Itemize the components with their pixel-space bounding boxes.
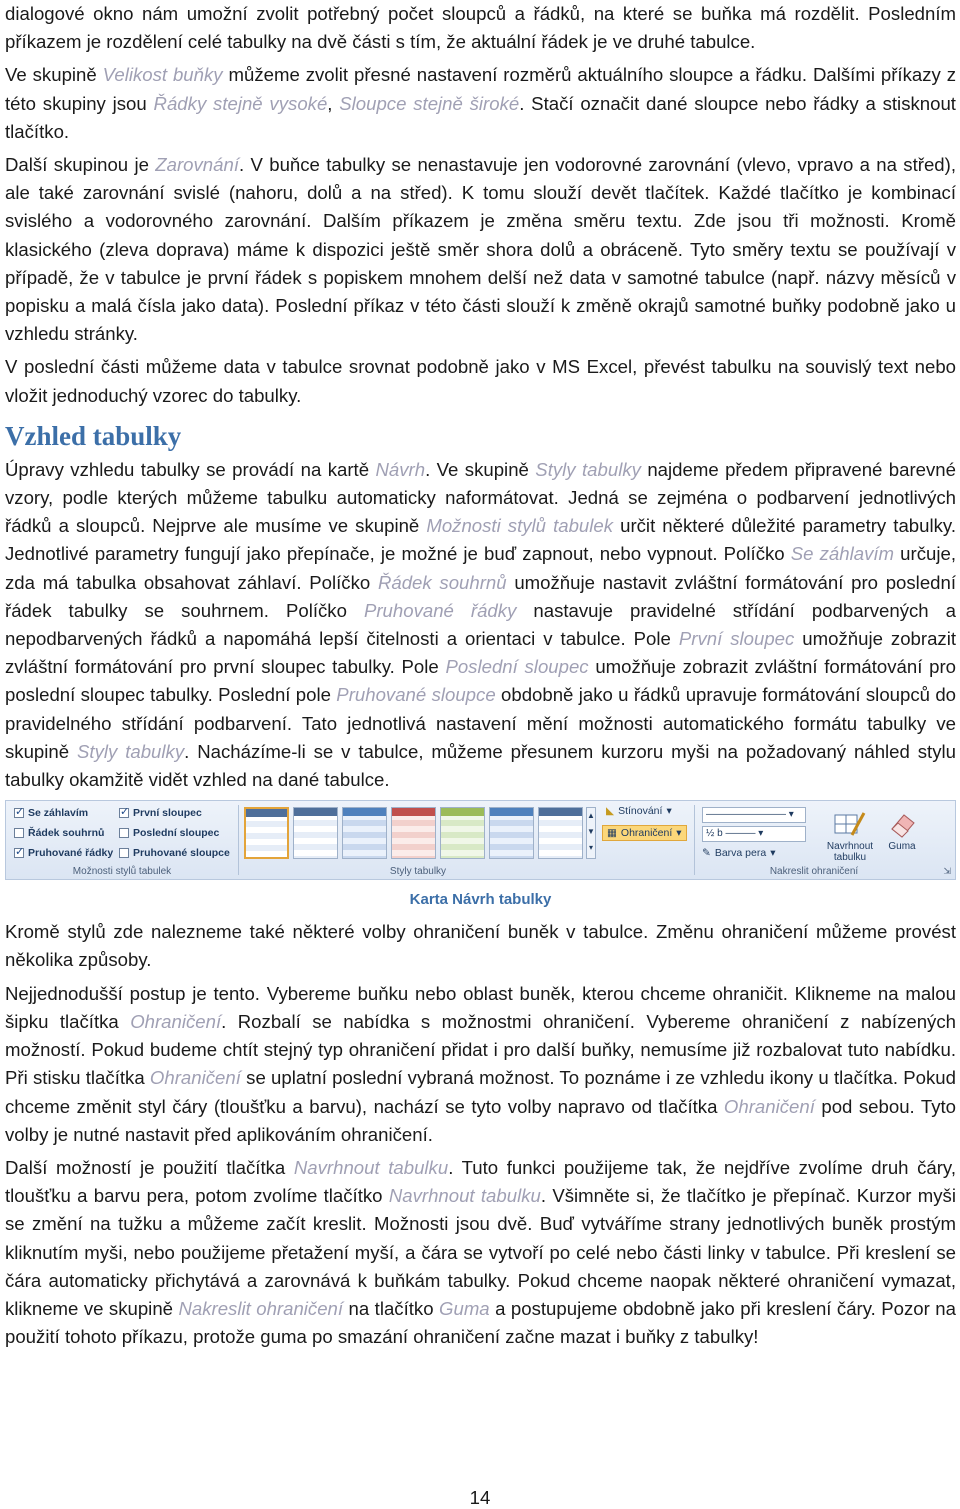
text-run: Další skupinou je — [5, 154, 156, 176]
italic-term: Ohraničení — [130, 1010, 222, 1032]
pen-color-button[interactable]: ✎ Barva pera ▾ — [702, 847, 776, 860]
text-run: umožňuje nastavit zvláštní formátování pro poslední řádek tabulky se souhrnem. Políčko — [5, 571, 957, 621]
text-run: Úpravy vzhledu tabulky se provádí na kartě — [5, 458, 376, 480]
paragraph — [5, 918, 956, 974]
group-label-table-styles: Styly tabulky — [389, 866, 447, 878]
text-run: najdeme předem připravené barevné vzory, podle kterých můžeme tabulku automaticky naformátovat. Jedná se zejména o podbarvení jednotlivých řádků a sloupců. Nejprve ale musíme ve skupině — [5, 458, 956, 537]
paragraph — [5, 0, 956, 56]
borders-button[interactable]: ▦ Ohraničení ▾ — [602, 825, 687, 841]
italic-term: Styly tabulky — [535, 458, 641, 480]
text-run: Ve skupině — [5, 64, 103, 86]
text-block-bottom — [5, 918, 956, 1351]
table-style-swatch[interactable] — [440, 807, 485, 859]
italic-term: Navrhnout tabulku — [388, 1185, 541, 1207]
text-run: umožňuje zobrazit zvláštní formátování pro první sloupec tabulky. Pole — [5, 628, 957, 678]
figure-caption: Karta Návrh tabulky — [409, 891, 552, 909]
group-divider — [694, 805, 695, 875]
paragraph — [5, 980, 956, 1149]
italic-term: Pruhované řádky — [363, 599, 517, 621]
group-label-table-style-options: Možnosti stylů tabulek — [72, 866, 172, 878]
chevron-down-icon: ▾ — [666, 805, 672, 818]
text-run: obdobně jako u řádků upravuje formátování sloupců do pravidelného střídání podbarvení. Tato jednotlivá nastavení mění možnosti automatického formátu tabulky ve skupině — [5, 684, 956, 762]
italic-term: Ohraničení — [723, 1095, 815, 1117]
text-run: Nejjednodušší postup je tento. Vybereme buňku nebo oblast buněk, kterou chceme ohraničit. Klikneme na malou šipku tlačítka — [5, 982, 956, 1032]
italic-term: Nakreslit ohraničení — [178, 1297, 344, 1319]
paragraph — [5, 151, 956, 348]
italic-term: Poslední sloupec — [445, 656, 589, 678]
table-style-swatch[interactable] — [244, 807, 289, 859]
italic-term: Ohraničení — [149, 1067, 241, 1089]
paint-bucket-icon: ◣ — [606, 805, 615, 818]
checkbox-banded-columns[interactable]: Pruhované sloupce — [119, 847, 230, 859]
dialog-launcher-icon[interactable]: ⇲ — [943, 866, 951, 877]
text-run: a postupujeme obdobně jako při kreslení čáry. Pozor na použití tohoto příkazu, protože guma po smazání ohraničení začne mazat i buňky z tabulky! — [5, 1297, 956, 1348]
line-style-dropdown[interactable]: ———————— ▾ — [702, 807, 806, 823]
text-run: V poslední části můžeme data v tabulce srovnat podobně jako v MS Excel, převést tabulku na souvislý text nebo vložit jednoduchý vzorec do tabulky. — [5, 356, 956, 406]
text-run: . V buňce tabulky se nenastavuje jen vodorovné zarovnání (vlevo, vpravo a na střed), ale také zarovnání svislé (nahoru, dolů a na střed). K tomu slouží devět tlačítek. Každé tlačítko je kombinací svislého a vodorovného zarovnání. Dalším příkazem je změna směru textu. Zde jsou tři možnosti. Kromě klasického (zleva doprava) máme k dispozici ještě směr shora dolů a obráceně. Tyto směry textu se používají v případě, že v tabulce je první řádek s popiskem mnohem delší než data v samotné tabulce (např. názvy měsíců v popisku a malá čísla jako data). Poslední příkaz v této části slouží k změně okrajů samotné buňky podobně jako u vzhledu stránky. — [5, 154, 957, 345]
italic-term: Řádky stejně vysoké — [153, 92, 328, 114]
table-style-swatch[interactable] — [391, 807, 436, 859]
border-grid-icon: ▦ — [607, 827, 617, 840]
italic-term: Pruhované sloupce — [336, 684, 496, 706]
chevron-down-icon: ▾ — [770, 847, 776, 860]
text-run: Další možností je použití tlačítka — [5, 1156, 294, 1178]
italic-term: Řádek souhrnů — [377, 571, 507, 593]
eraser-icon — [886, 809, 920, 839]
text-run: můžeme zvolit přesné nastavení rozměrů aktuálního sloupce a řádku. Dalšími příkazy z této skupiny jsou — [5, 64, 957, 114]
text-run: Kromě stylů zde nalezneme také některé volby ohraničení buněk v tabulce. Změnu ohraničení můžeme provést několika způsoby. — [5, 921, 956, 971]
group-divider — [238, 805, 239, 875]
italic-term: Návrh — [375, 458, 426, 480]
checkbox-total-row[interactable]: Řádek souhrnů — [14, 827, 104, 839]
shading-button[interactable]: ◣ Stínování ▾ — [606, 805, 672, 818]
text-run: umožňuje zobrazit zvláštní formátování pro poslední sloupec tabulky. Poslední pole — [5, 656, 956, 706]
italic-term: Se záhlavím — [790, 543, 895, 565]
draw-table-button[interactable]: Navrhnout tabulku — [826, 841, 874, 864]
italic-term: Zarovnání — [155, 154, 239, 176]
checkbox-first-column[interactable]: ✓ První sloupec — [119, 807, 202, 819]
text-run: , — [327, 92, 340, 114]
draw-table-icon — [832, 809, 866, 839]
italic-term: První sloupec — [678, 628, 795, 650]
group-label-draw-borders: Nakreslit ohraničení — [769, 866, 859, 878]
paragraph — [5, 353, 956, 409]
checkbox-header-row[interactable]: ✓ Se záhlavím — [14, 807, 88, 819]
text-run: pod sebou. Tyto volby je nutné nastavit před aplikováním ohraničení. — [5, 1095, 956, 1145]
text-block-middle — [5, 456, 956, 794]
document-page — [5, 0, 956, 1356]
text-run: . Všimněte si, že tlačítko je přepínač. Kurzor myši se změní na tužku a můžeme začít kreslit. Možnosti jsou dvě. Buď vytváříme strany jednotlivých buněk prostým kliknutím myši, nebo použijeme přetažení myší, a čára se vytvoří po celé nebo části linky v tabulce. Při kreslení se čára automaticky přichytává a zarovnává k buňkám tabulky. Pokud chceme naopak některé ohraničení vymazat, klikneme ve skupině — [5, 1185, 956, 1319]
section-heading: Vzhled tabulky — [5, 420, 182, 451]
checkbox-banded-rows[interactable]: ✓ Pruhované řádky — [14, 847, 113, 859]
text-run: . Ve skupině — [425, 458, 536, 480]
italic-term: Guma — [439, 1297, 490, 1319]
page-number: 14 — [469, 1487, 491, 1508]
paragraph — [5, 1154, 956, 1351]
table-style-swatch[interactable] — [489, 807, 534, 859]
checkbox-icon — [14, 808, 24, 818]
table-style-swatch[interactable] — [293, 807, 338, 859]
text-run: na tlačítko — [343, 1297, 440, 1319]
checkbox-icon — [119, 808, 129, 818]
paragraph — [5, 456, 956, 794]
eraser-button[interactable]: Guma — [888, 841, 916, 853]
text-run: nastavuje pravidelné střídání podbarvených a nepodbarvených řádků a napomáhá lepší čitelnosti a orientaci v tabulce. Pole — [5, 599, 956, 650]
checkbox-icon — [14, 848, 24, 858]
text-run: . Stačí označit dané sloupce nebo řádky a stisknout tlačítko. — [5, 92, 956, 142]
text-run: určuje, zda má tabulka obsahovat záhlaví. Políčko — [5, 543, 956, 593]
line-width-dropdown[interactable]: ½ b ——— ▾ — [702, 826, 806, 842]
text-run: . Rozbalí se nabídka s možnostmi ohraničení. Vybereme ohraničení z nabízených možností. Pokud budeme chtít stejný typ ohraničení přidat i pro další buňky, nemusíme již rozbalovat tuto nabídku. Při stisku tlačítka — [5, 1010, 956, 1089]
italic-term: Sloupce stejně široké — [339, 92, 520, 114]
paragraph — [5, 61, 956, 146]
text-run: . Tuto funkci použijeme tak, že nejdříve zvolíme druh čáry, tloušťku a barvu pera, potom zvolíme tlačítko — [5, 1156, 956, 1207]
italic-term: Možnosti stylů tabulek — [426, 515, 614, 537]
gallery-scroll[interactable]: ▲ ▼ ▾ — [586, 807, 596, 859]
checkbox-icon — [14, 828, 24, 838]
checkbox-icon — [119, 828, 129, 838]
table-style-swatch[interactable] — [538, 807, 583, 859]
text-run: dialogové okno nám umožní zvolit potřebný počet sloupců a řádků, na které se buňka má rozdělit. Posledním příkazem je rozdělení celé tabulky na dvě části s tím, že aktuální řádek je ve druhé tabulce. — [5, 3, 956, 53]
text-run: . Nacházíme-li se v tabulce, můžeme přesunem kurzoru myši na požadovaný náhled stylu tabulky okamžitě vidět vzhled na dané tabulce. — [5, 740, 956, 791]
text-block-top — [5, 0, 956, 410]
table-style-swatch[interactable] — [342, 807, 387, 859]
italic-term: Velikost buňky — [102, 64, 223, 86]
checkbox-last-column[interactable]: Poslední sloupec — [119, 827, 219, 839]
ribbon-screenshot — [5, 800, 956, 880]
italic-term: Navrhnout tabulku — [293, 1156, 449, 1178]
text-run: se uplatní poslední vybraná možnost. To poznáme i ze vzhledu ikony u tlačítka. Pokud chceme změnit styl čáry (tloušťku a barvu), nachází se tyto volby napravo od tlačítka — [5, 1067, 956, 1117]
chevron-down-icon: ▾ — [676, 827, 682, 840]
pen-icon: ✎ — [702, 847, 711, 860]
text-run: určit některé důležité parametry tabulky. Jednotlivé parametry fungují jako přepínače, je možné je buď zapnout, nebo vypnout. Políčko — [5, 515, 956, 565]
italic-term: Styly tabulky — [77, 740, 185, 762]
checkbox-icon — [119, 848, 129, 858]
